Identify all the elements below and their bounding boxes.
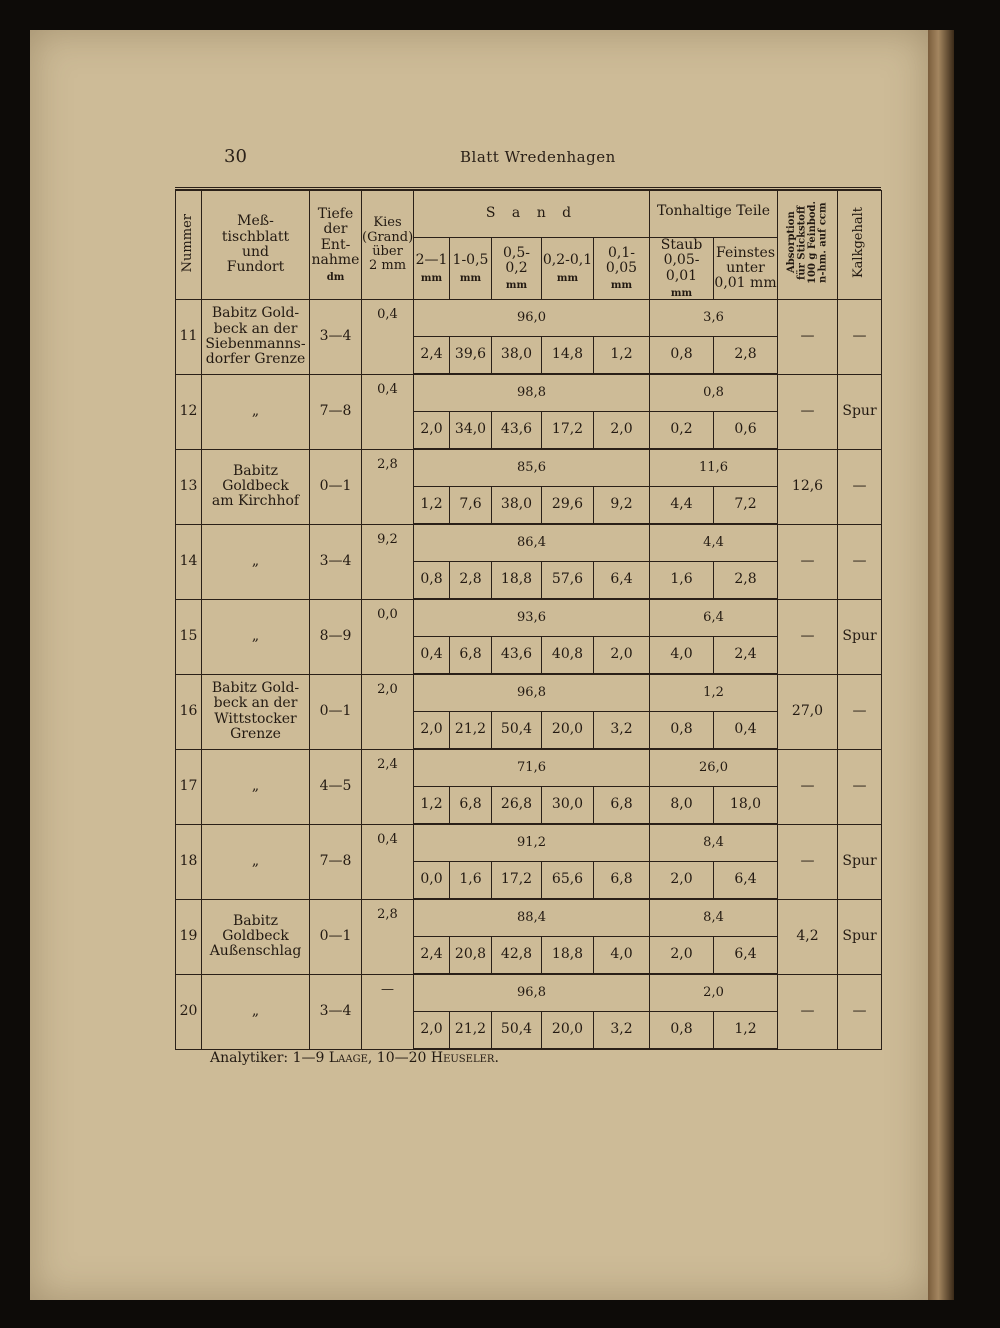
row-sand-fraction: 2,0 <box>594 412 650 450</box>
row-sand-total: 96,0 <box>414 300 650 337</box>
header-tonhaltige-teile: Tonhaltige Teile <box>650 191 778 238</box>
row-sand-fraction: 43,6 <box>492 637 542 675</box>
row-sand-fraction: 14,8 <box>542 337 594 375</box>
row-sand-fraction: 42,8 <box>492 937 542 975</box>
row-ton-total: 2,0 <box>650 974 778 1012</box>
row-sand-fraction: 43,6 <box>492 412 542 450</box>
row-sand-fraction: 29,6 <box>542 487 594 525</box>
row-sand-fraction: 17,2 <box>492 862 542 900</box>
row-staub: 4,0 <box>650 637 714 675</box>
row-sand-total: 96,8 <box>414 674 650 712</box>
row-sand-fraction: 20,8 <box>450 937 492 975</box>
row-fundort: „ <box>202 824 310 899</box>
row-sand-fraction: 18,8 <box>542 937 594 975</box>
row-feinstes: 6,4 <box>714 862 778 900</box>
running-title: Blatt Wredenhagen <box>460 148 616 166</box>
header-nummer: Nummer <box>176 191 202 300</box>
row-tiefe: 3—4 <box>310 524 362 599</box>
row-fundort: „ <box>202 749 310 824</box>
row-fundort: „ <box>202 524 310 599</box>
table-row <box>176 524 882 562</box>
row-sand-total: 86,4 <box>414 524 650 562</box>
header-fundort: Meß- tischblatt und Fundort <box>202 191 310 300</box>
row-absorption: — <box>778 524 838 599</box>
row-staub: 2,0 <box>650 862 714 900</box>
row-sand-fraction: 21,2 <box>450 712 492 750</box>
row-sand-fraction: 7,6 <box>450 487 492 525</box>
header-kies: Kies (Grand) über 2 mm <box>362 191 414 300</box>
row-feinstes: 2,8 <box>714 337 778 375</box>
row-tiefe: 3—4 <box>310 974 362 1049</box>
row-sand-fraction: 34,0 <box>450 412 492 450</box>
page-edge <box>928 30 954 1300</box>
row-sand-total: 91,2 <box>414 824 650 862</box>
row-number: 14 <box>176 524 202 599</box>
row-tiefe: 7—8 <box>310 824 362 899</box>
row-sand-fraction: 6,4 <box>594 562 650 600</box>
row-absorption: — <box>778 599 838 674</box>
row-sand-fraction: 17,2 <box>542 412 594 450</box>
row-ton-total: 26,0 <box>650 749 778 787</box>
table-row <box>176 749 882 787</box>
row-ton-total: 8,4 <box>650 899 778 937</box>
row-kalkgehalt: — <box>838 749 882 824</box>
row-sand-fraction: 0,4 <box>414 637 450 675</box>
row-sand-fraction: 6,8 <box>594 787 650 825</box>
table-row <box>176 899 882 937</box>
row-sand-fraction: 50,4 <box>492 1012 542 1050</box>
row-kies: 9,2 <box>362 524 414 599</box>
row-kalkgehalt: — <box>838 300 882 375</box>
table-row <box>176 599 882 637</box>
row-fundort: Babitz Gold- beck an der Siebenmanns- dorfer Grenze <box>202 300 310 375</box>
row-absorption: — <box>778 374 838 449</box>
row-sand-fraction: 26,8 <box>492 787 542 825</box>
row-sand-fraction: 2,0 <box>414 712 450 750</box>
row-number: 12 <box>176 374 202 449</box>
row-sand-fraction: 39,6 <box>450 337 492 375</box>
row-kalkgehalt: Spur <box>838 824 882 899</box>
header-sand-fraction: 2—1 mm <box>414 238 450 300</box>
row-absorption: 4,2 <box>778 899 838 974</box>
row-absorption: — <box>778 824 838 899</box>
row-kalkgehalt: — <box>838 449 882 524</box>
row-feinstes: 6,4 <box>714 937 778 975</box>
row-sand-fraction: 1,2 <box>594 337 650 375</box>
row-sand-fraction: 2,0 <box>414 412 450 450</box>
row-kalkgehalt: Spur <box>838 599 882 674</box>
row-tiefe: 7—8 <box>310 374 362 449</box>
row-ton-total: 0,8 <box>650 374 778 412</box>
row-sand-fraction: 6,8 <box>450 637 492 675</box>
header-sand-fraction: 1-0,5 mm <box>450 238 492 300</box>
header-row-1 <box>176 191 882 238</box>
row-sand-total: 71,6 <box>414 749 650 787</box>
row-ton-total: 4,4 <box>650 524 778 562</box>
row-sand-fraction: 18,8 <box>492 562 542 600</box>
row-sand-fraction: 4,0 <box>594 937 650 975</box>
row-tiefe: 0—1 <box>310 449 362 524</box>
header-staub: Staub 0,05-0,01 mm <box>650 238 714 300</box>
row-fundort: „ <box>202 374 310 449</box>
row-staub: 0,2 <box>650 412 714 450</box>
row-kies: 2,8 <box>362 899 414 974</box>
row-sand-fraction: 2,8 <box>450 562 492 600</box>
row-sand-fraction: 20,0 <box>542 712 594 750</box>
row-sand-fraction: 20,0 <box>542 1012 594 1050</box>
row-feinstes: 2,8 <box>714 562 778 600</box>
row-tiefe: 0—1 <box>310 899 362 974</box>
row-staub: 2,0 <box>650 937 714 975</box>
page-number: 30 <box>224 146 247 167</box>
row-sand-fraction: 30,0 <box>542 787 594 825</box>
row-absorption: — <box>778 974 838 1049</box>
row-number: 15 <box>176 599 202 674</box>
row-sand-fraction: 2,0 <box>594 637 650 675</box>
row-sand-fraction: 2,4 <box>414 337 450 375</box>
row-kies: 0,4 <box>362 374 414 449</box>
row-kies: 0,0 <box>362 599 414 674</box>
row-sand-total: 85,6 <box>414 449 650 487</box>
header-absorption: Absorption für Stickstoff 100 g Feinbod. n-hm. auf ccm <box>778 191 838 300</box>
book-page <box>30 30 928 1300</box>
row-kies: 2,8 <box>362 449 414 524</box>
header-sand-fraction: 0,5-0,2 mm <box>492 238 542 300</box>
table-row <box>176 300 882 337</box>
row-kies: 0,4 <box>362 300 414 375</box>
row-kies: 2,0 <box>362 674 414 749</box>
row-staub: 0,8 <box>650 712 714 750</box>
row-ton-total: 3,6 <box>650 300 778 337</box>
row-sand-fraction: 1,2 <box>414 787 450 825</box>
row-kalkgehalt: Spur <box>838 899 882 974</box>
row-feinstes: 7,2 <box>714 487 778 525</box>
row-sand-fraction: 38,0 <box>492 487 542 525</box>
row-sand-total: 96,8 <box>414 974 650 1012</box>
row-fundort: Babitz Gold- beck an der Wittstocker Grenze <box>202 674 310 749</box>
analyst-footnote: Analytiker: 1—9 Laage, 10—20 Heuseler. <box>210 1050 499 1066</box>
row-absorption: 27,0 <box>778 674 838 749</box>
row-sand-fraction: 1,2 <box>414 487 450 525</box>
row-fundort: „ <box>202 599 310 674</box>
row-feinstes: 1,2 <box>714 1012 778 1050</box>
header-sand: S a n d <box>414 191 650 238</box>
row-tiefe: 8—9 <box>310 599 362 674</box>
header-sand-fraction: 0,2-0,1 mm <box>542 238 594 300</box>
row-number: 13 <box>176 449 202 524</box>
row-absorption: 12,6 <box>778 449 838 524</box>
row-sand-fraction: 3,2 <box>594 712 650 750</box>
row-kalkgehalt: — <box>838 974 882 1049</box>
row-sand-fraction: 50,4 <box>492 712 542 750</box>
row-kies: — <box>362 974 414 1049</box>
row-feinstes: 2,4 <box>714 637 778 675</box>
row-sand-total: 98,8 <box>414 374 650 412</box>
row-staub: 0,8 <box>650 1012 714 1050</box>
row-sand-fraction: 6,8 <box>594 862 650 900</box>
row-staub: 0,8 <box>650 337 714 375</box>
row-staub: 1,6 <box>650 562 714 600</box>
row-fundort: „ <box>202 974 310 1049</box>
row-number: 17 <box>176 749 202 824</box>
table-row <box>176 674 882 712</box>
table-row <box>176 824 882 862</box>
row-staub: 4,4 <box>650 487 714 525</box>
row-sand-fraction: 3,2 <box>594 1012 650 1050</box>
row-feinstes: 18,0 <box>714 787 778 825</box>
row-staub: 8,0 <box>650 787 714 825</box>
table-row <box>176 449 882 487</box>
row-sand-fraction: 2,0 <box>414 1012 450 1050</box>
row-number: 19 <box>176 899 202 974</box>
row-ton-total: 11,6 <box>650 449 778 487</box>
row-sand-fraction: 65,6 <box>542 862 594 900</box>
row-number: 18 <box>176 824 202 899</box>
row-sand-fraction: 40,8 <box>542 637 594 675</box>
row-sand-fraction: 6,8 <box>450 787 492 825</box>
row-ton-total: 8,4 <box>650 824 778 862</box>
row-feinstes: 0,4 <box>714 712 778 750</box>
row-sand-total: 88,4 <box>414 899 650 937</box>
header-tiefe: Tiefe der Ent- nahme dm <box>310 191 362 300</box>
row-sand-fraction: 38,0 <box>492 337 542 375</box>
row-fundort: Babitz Goldbeck am Kirchhof <box>202 449 310 524</box>
row-absorption: — <box>778 300 838 375</box>
row-sand-total: 93,6 <box>414 599 650 637</box>
row-ton-total: 6,4 <box>650 599 778 637</box>
table-row <box>176 974 882 1012</box>
header-sand-fraction: 0,1-0,05 mm <box>594 238 650 300</box>
row-fundort: Babitz Goldbeck Außenschlag <box>202 899 310 974</box>
row-sand-fraction: 9,2 <box>594 487 650 525</box>
row-tiefe: 4—5 <box>310 749 362 824</box>
row-number: 20 <box>176 974 202 1049</box>
row-kalkgehalt: — <box>838 674 882 749</box>
row-tiefe: 3—4 <box>310 300 362 375</box>
row-feinstes: 0,6 <box>714 412 778 450</box>
row-kies: 2,4 <box>362 749 414 824</box>
row-sand-fraction: 57,6 <box>542 562 594 600</box>
row-sand-fraction: 1,6 <box>450 862 492 900</box>
row-kalkgehalt: — <box>838 524 882 599</box>
row-absorption: — <box>778 749 838 824</box>
row-number: 11 <box>176 300 202 375</box>
row-kies: 0,4 <box>362 824 414 899</box>
soil-analysis-table <box>175 187 881 1050</box>
row-sand-fraction: 21,2 <box>450 1012 492 1050</box>
row-sand-fraction: 0,8 <box>414 562 450 600</box>
row-tiefe: 0—1 <box>310 674 362 749</box>
row-sand-fraction: 0,0 <box>414 862 450 900</box>
row-kalkgehalt: Spur <box>838 374 882 449</box>
header-feinstes: Feinstes unter 0,01 mm <box>714 238 778 300</box>
row-sand-fraction: 2,4 <box>414 937 450 975</box>
row-number: 16 <box>176 674 202 749</box>
row-ton-total: 1,2 <box>650 674 778 712</box>
table-row <box>176 374 882 412</box>
header-kalkgehalt: Kalkgehalt <box>838 191 882 300</box>
